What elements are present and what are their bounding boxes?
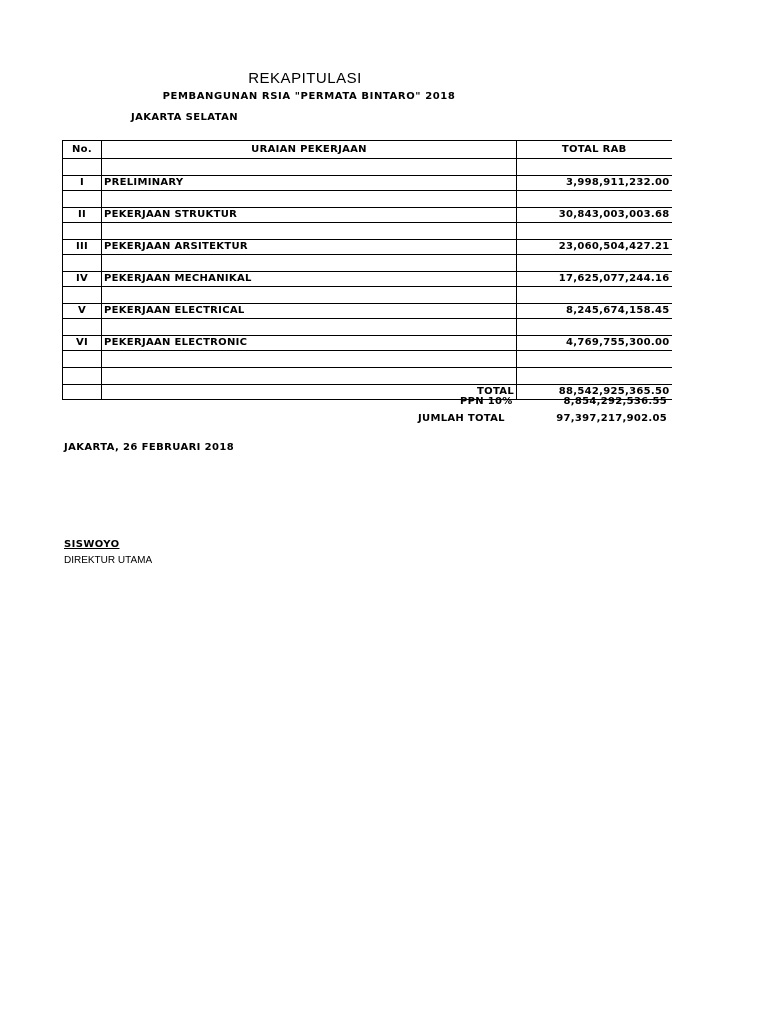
signer-name: SISWOYO [64,539,120,550]
total-value: 88,542,925,365.50 [517,385,672,400]
signer-position: DIREKTUR UTAMA [64,555,153,566]
ppn-label: PPN 10% [460,396,513,407]
project-subtitle: PEMBANGUNAN RSIA "PERMATA BINTARO" 2018 [162,91,456,102]
row-description: PEKERJAAN ELECTRICAL [102,304,517,319]
row-description: PEKERJAAN STRUKTUR [102,208,517,223]
row-value: 3,998,911,232.00 [517,176,672,191]
table-header-row [63,141,672,159]
total-label: TOTAL [102,385,517,400]
table-row [63,304,672,319]
spacer-row [63,351,672,368]
grand-total-label: JUMLAH TOTAL [418,413,505,424]
row-value: 17,625,077,244.16 [517,272,672,287]
row-number: I [63,176,102,191]
row-value: 4,769,755,300.00 [517,336,672,351]
document-date: JAKARTA, 26 FEBRUARI 2018 [64,442,235,453]
column-header-no: No. [63,141,102,159]
table-row [63,336,672,351]
spacer-row [63,223,672,240]
recap-table [62,140,672,400]
table-row [63,176,672,191]
ppn-value: 8,854,292,536.55 [563,396,667,407]
row-number: III [63,240,102,255]
spacer-row [63,191,672,208]
row-number: VI [63,336,102,351]
row-number: IV [63,272,102,287]
spacer-row [63,319,672,336]
row-value: 23,060,504,427.21 [517,240,672,255]
column-header-total: TOTAL RAB [517,141,672,159]
row-description: PEKERJAAN ARSITEKTUR [102,240,517,255]
spacer-row [63,368,672,385]
table-row [63,240,672,255]
spacer-row [63,255,672,272]
table-row [63,272,672,287]
table-row [63,208,672,223]
column-header-description: URAIAN PEKERJAAN [102,141,517,159]
grand-total-value: 97,397,217,902.05 [556,413,667,424]
document-title: REKAPITULASI [248,70,362,87]
row-description: PEKERJAAN ELECTRONIC [102,336,517,351]
row-description: PEKERJAAN MECHANIKAL [102,272,517,287]
row-value: 30,843,003,003.68 [517,208,672,223]
project-location: JAKARTA SELATAN [131,112,238,123]
row-description: PRELIMINARY [102,176,517,191]
row-number: II [63,208,102,223]
row-number: V [63,304,102,319]
spacer-row [63,287,672,304]
spacer-row [63,159,672,176]
row-value: 8,245,674,158.45 [517,304,672,319]
